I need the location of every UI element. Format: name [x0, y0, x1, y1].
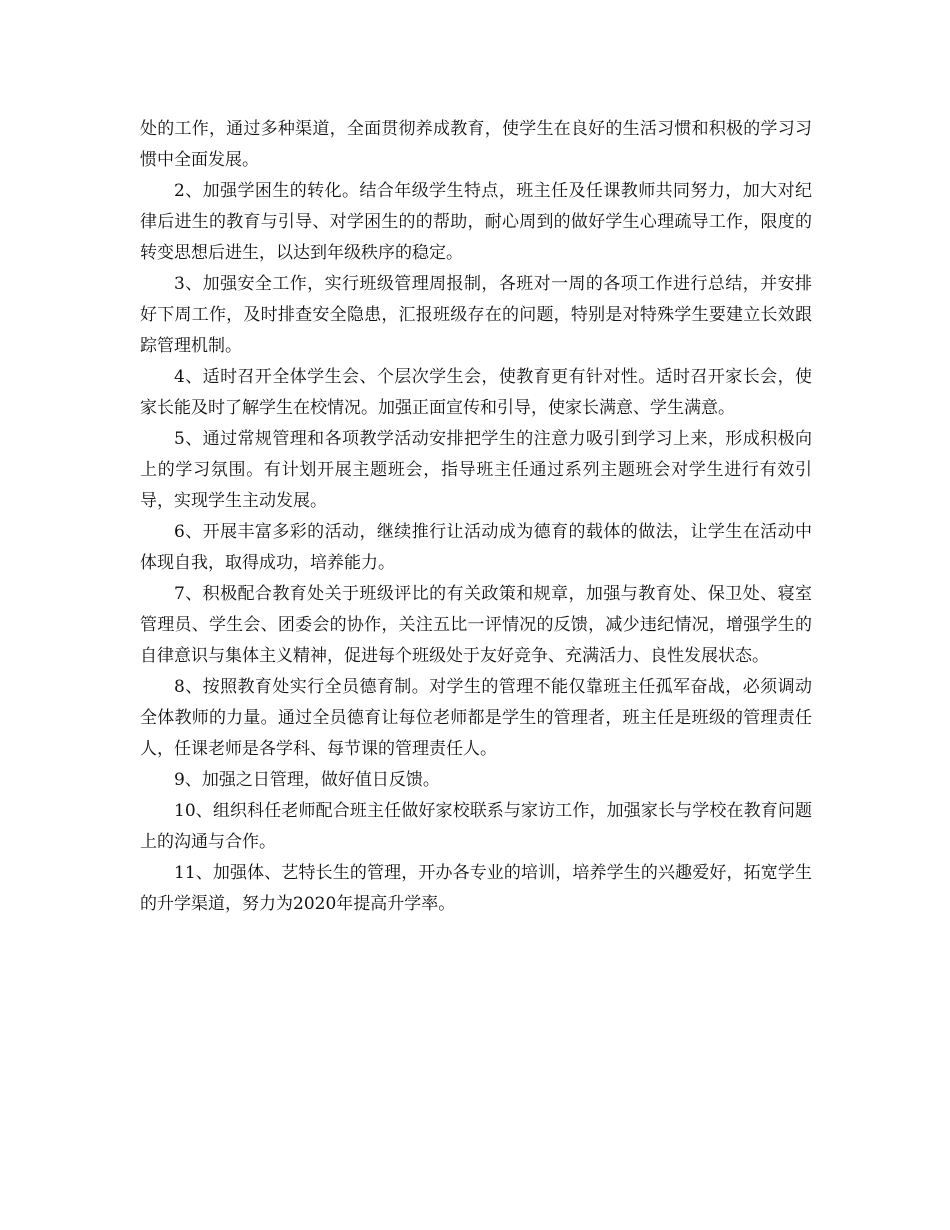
- paragraph-item-3: 3、加强安全工作，实行班级管理周报制，各班对一周的各项工作进行总结，并安排好下周工作，及时排查安全隐患，汇报班级存在的问题，特别是对特殊学生要建立长效跟踪管理机制。: [140, 274, 812, 356]
- paragraph-item-9: 9、加强之日管理，做好值日反馈。: [174, 770, 440, 790]
- paragraph-item-4: 4、适时召开全体学生会、个层次学生会，使教育更有针对性。适时召开家长会，使家长能及时了解学生在校情况。加强正面宣传和引导，使家长满意、学生满意。: [140, 367, 812, 418]
- paragraph-item-7: 7、积极配合教育处关于班级评比的有关政策和规章，加强与教育处、保卫处、寝室管理员、学生会、团委会的协作，关注五比一评情况的反馈，减少违纪情况，增强学生的自律意识与集体主义精神，促进每个班级处于友好竞争、充满活力、良性发展状态。: [140, 584, 812, 666]
- paragraph-item-5: 5、通过常规管理和各项教学活动安排把学生的注意力吸引到学习上来，形成积极向上的学习氛围。有计划开展主题班会，指导班主任通过系列主题班会对学生进行有效引导，实现学生主动发展。: [140, 429, 812, 511]
- paragraph-item-8: 8、按照教育处实行全员德育制。对学生的管理不能仅靠班主任孤军奋战，必须调动全体教师的力量。通过全员德育让每位老师都是学生的管理者，班主任是班级的管理责任人，任课老师是各学科、每节课的管理责任人。: [140, 677, 812, 759]
- paragraph-item-6: 6、开展丰富多彩的活动，继续推行让活动成为德育的载体的做法，让学生在活动中体现自我，取得成功，培养能力。: [140, 522, 812, 573]
- paragraph-item-10: 10、组织科任老师配合班主任做好家校联系与家访工作，加强家长与学校在教育问题上的沟通与合作。: [140, 801, 812, 852]
- document-body: [140, 114, 812, 920]
- paragraph-continuation: 处的工作，通过多种渠道，全面贯彻养成教育，使学生在良好的生活习惯和积极的学习习惯中全面发展。: [140, 119, 812, 170]
- paragraph-item-11: 11、加强体、艺特长生的管理，开办各专业的培训，培养学生的兴趣爱好，拓宽学生的升学渠道，努力为2020年提高升学率。: [140, 863, 812, 914]
- paragraph-item-2: 2、加强学困生的转化。结合年级学生特点，班主任及任课教师共同努力，加大对纪律后进生的教育与引导、对学困生的的帮助，耐心周到的做好学生心理疏导工作，限度的转变思想后进生，以达到年级秩序的稳定。: [140, 181, 812, 263]
